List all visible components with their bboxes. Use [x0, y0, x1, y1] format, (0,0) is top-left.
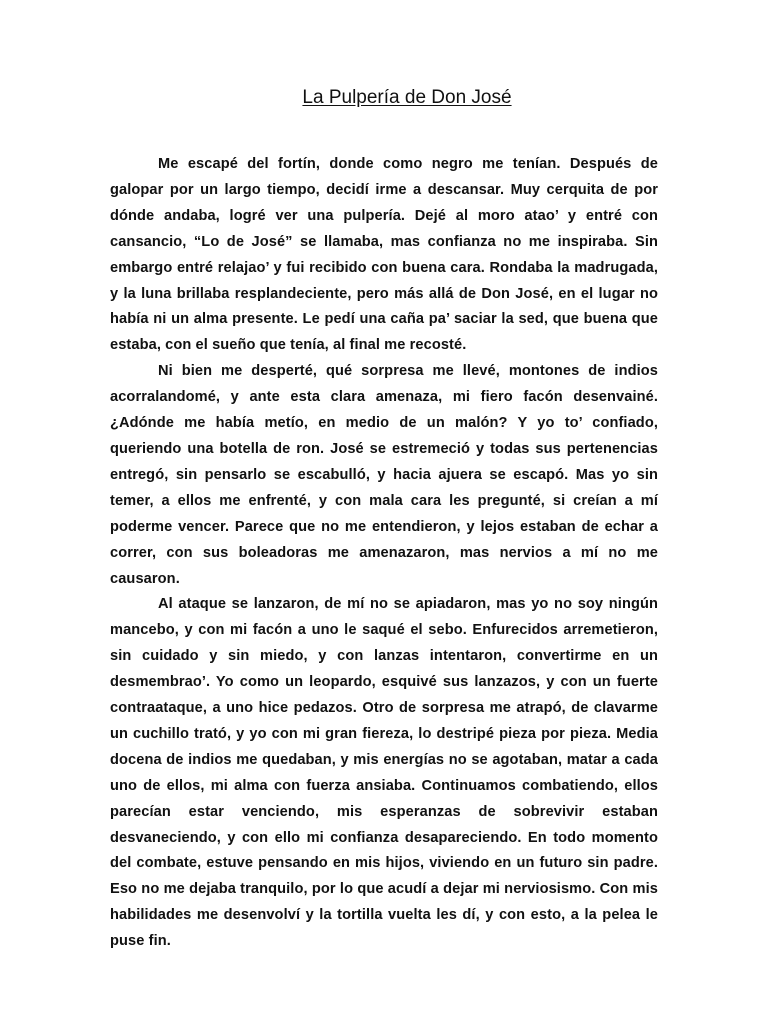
paragraph: Me escapé del fortín, donde como negro me tenían. Después de galopar por un largo tiempo, decidí irme a descansar. Muy cerquita de por dónde andaba, logré ver una pulpería. Dejé al moro atao’ y entré con cansancio, “Lo de José” se llamaba, mas confianza no me inspiraba. Sin embargo entré relajao’ y fui recibido con buena cara. Rondaba la madrugada, y la luna brillaba resplandeciente, pero más allá de Don José, en el lugar no había ni un alma presente. Le pedí una caña pa’ saciar la sed, que buena que estaba, con el sueño que tenía, al final me recosté.	[110, 156, 658, 354]
paragraph: Al ataque se lanzaron, de mí no se apiadaron, mas yo no soy ningún mancebo, y con mi facón a uno le saqué el sebo. Enfurecidos arremetieron, sin cuidado y sin miedo, y con lanzas intentaron, convertirme en un desmembrao’. Yo como un leopardo, esquivé sus lanzazos, y con un fuerte contraataque, a uno hice pedazos. Otro de sorpresa me atrapó, de clavarme un cuchillo trató, y yo con mi gran fiereza, lo destripé pieza por pieza. Media docena de indios me quedaban, y mis energías no se agotaban, matar a cada uno de ellos, mi alma con fuerza ansiaba. Continuamos combatiendo, ellos parecían estar venciendo, mis esperanzas de sobrevivir estaban desvaneciendo, y con ello mi confianza desapareciendo. En todo momento del combate, estuve pensando en mis hijos, viviendo en un futuro sin padre. Eso no me dejaba tranquilo, por lo que acudí a dejar mi nerviosismo. Con mis habilidades me desenvolví y la tortilla vuelta les dí, y con esto, a la pelea le puse fin.	[110, 596, 658, 950]
document-body	[110, 152, 658, 955]
document-title: La Pulpería de Don José	[302, 87, 512, 108]
paragraph: Ni bien me desperté, qué sorpresa me llevé, montones de indios acorralandomé, y ante esta clara amenaza, mi fiero facón desenvainé. ¿Adónde me había metío, en medio de un malón? Y yo to’ confiado, queriendo una botella de ron. José se estremeció y todas sus pertenencias entregó, sin pensarlo se escabulló, y hacia ajuera se escapó. Mas yo sin temer, a ellos me enfrenté, y con mala cara les pregunté, si creían a mí poderme vencer. Parece que no me entendieron, y lejos estaban de echar a correr, con sus boleadoras me amenazaron, mas nervios a mí no me causaron.	[110, 363, 658, 587]
